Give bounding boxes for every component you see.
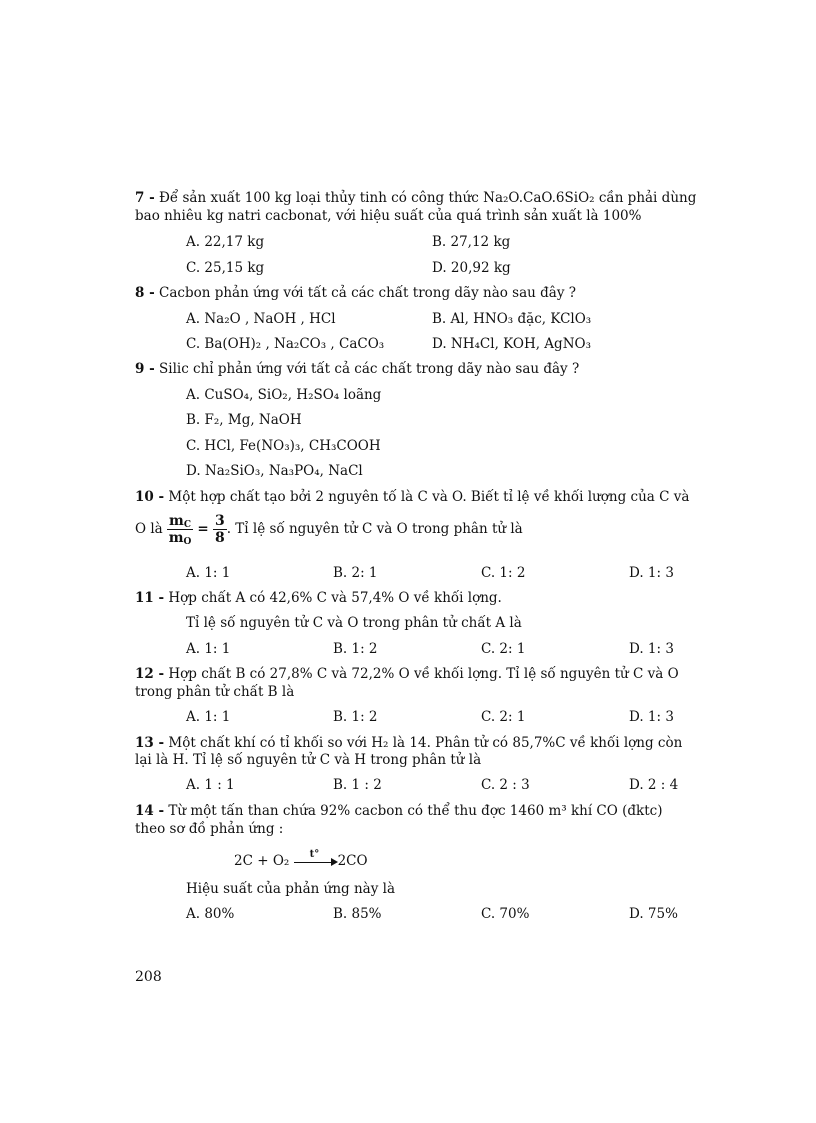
q9-number: 9 - [135, 361, 155, 377]
q12-option-b: B. 1: 2 [333, 709, 378, 725]
ratio-denominator: 8 [214, 530, 225, 546]
heat-condition: t° [309, 848, 320, 860]
q13-line1 [135, 734, 681, 752]
q13-option-c: C. 2 : 3 [481, 777, 530, 793]
q7-number: 7 - [135, 190, 155, 206]
q13-text-1: Một chất khí có tỉ khối so với H₂ là 14. Phân tử có 85,7%C về khối lợng còn [168, 735, 683, 751]
q7-line2: bao nhiêu kg natri cacbonat, với hiệu suất của quá trình sản xuất là 100% [135, 208, 642, 224]
mass-symbol-o: m [168, 530, 184, 546]
q12-number: 12 - [135, 666, 165, 682]
q10-option-d: D. 1: 3 [629, 565, 674, 581]
q8-option-d: D. NH₄Cl, KOH, AgNO₃ [432, 336, 591, 352]
q10-option-b: B. 2: 1 [333, 565, 378, 581]
q10-line1 [135, 488, 690, 506]
q14-option-c: C. 70% [481, 906, 530, 922]
q9-line1 [135, 360, 681, 378]
q10-line2 [135, 509, 523, 549]
q13-line2: lại là H. Tỉ lệ số nguyên tử C và H trong phân tử là [135, 752, 482, 768]
q14-option-a: A. 80% [186, 906, 235, 922]
q11-line1 [135, 589, 681, 607]
q10-option-a: A. 1: 1 [186, 565, 231, 581]
q9-option-a: A. CuSO₄, SiO₂, H₂SO₄ loãng [186, 387, 382, 403]
ratio-numerator: 3 [214, 513, 225, 529]
equation-reactants: 2C + O₂ [234, 853, 290, 869]
q12-option-d: D. 1: 3 [629, 709, 674, 725]
q8-number: 8 - [135, 285, 155, 301]
page-number: 208 [135, 969, 162, 985]
q14-number: 14 - [135, 803, 165, 819]
mass-symbol-c: m [169, 513, 184, 529]
q10-text-2a: O là [135, 521, 163, 537]
q11-option-d: D. 1: 3 [629, 641, 674, 657]
q11-number: 11 - [135, 590, 165, 606]
equation-product: 2CO [337, 853, 368, 869]
q14-line1 [135, 802, 681, 820]
q11-line2: Tỉ lệ số nguyên tử C và O trong phân tử chất A là [186, 615, 522, 631]
subscript-o: O [183, 537, 192, 547]
fraction-numerator [167, 513, 193, 530]
q13-option-a: A. 1 : 1 [186, 777, 235, 793]
reaction-equation [234, 848, 368, 870]
q11-option-c: C. 2: 1 [481, 641, 526, 657]
q7-option-a: A. 22,17 kg [186, 234, 265, 250]
q8-option-c: C. Ba(OH)₂ , Na₂CO₃ , CaCO₃ [186, 336, 385, 352]
q12-text-1: Hợp chất B có 27,8% C và 72,2% O về khối lợng. Tỉ lệ số nguyên tử C và O [168, 666, 679, 682]
q13-option-d: D. 2 : 4 [629, 777, 679, 793]
q11-option-b: B. 1: 2 [333, 641, 378, 657]
q9-option-b: B. F₂, Mg, NaOH [186, 412, 302, 428]
q14-line3: Hiệu suất của phản ứng này là [186, 881, 395, 897]
q8-text-1: Cacbon phản ứng với tất cả các chất trong dãy nào sau đây ? [159, 285, 576, 301]
q12-option-c: C. 2: 1 [481, 709, 526, 725]
q11-text-1: Hợp chất A có 42,6% C và 57,4% O về khối lợng. [168, 590, 502, 606]
q8-option-a: A. Na₂O , NaOH , HCl [186, 311, 336, 327]
q12-line2: trong phân tử chất B là [135, 684, 295, 700]
q14-text-1: Từ một tấn than chứa 92% cacbon có thể thu đợc 1460 m³ khí CO (đktc) [168, 803, 663, 819]
q8-line1 [135, 284, 681, 302]
q14-option-b: B. 85% [333, 906, 382, 922]
q7-option-b: B. 27,12 kg [432, 234, 511, 250]
q14-line2: theo sơ đồ phản ứng : [135, 821, 284, 837]
equals-sign: = [197, 521, 209, 537]
q7-option-c: C. 25,15 kg [186, 260, 265, 276]
q9-option-d: D. Na₂SiO₃, Na₃PO₄, NaCl [186, 463, 363, 479]
fraction-denominator [167, 530, 193, 546]
q9-text-1: Silic chỉ phản ứng với tất cả các chất trong dãy nào sau đây ? [159, 361, 580, 377]
reaction-arrow-icon [294, 848, 338, 869]
q10-option-c: C. 1: 2 [481, 565, 526, 581]
q12-option-a: A. 1: 1 [186, 709, 231, 725]
q10-text-1: Một hợp chất tạo bởi 2 nguyên tố là C và O. Biết tỉ lệ về khối lượng của C và [168, 489, 690, 505]
q13-option-b: B. 1 : 2 [333, 777, 382, 793]
subscript-c: C [183, 520, 192, 530]
q13-number: 13 - [135, 735, 165, 751]
q7-line1 [135, 189, 697, 207]
ratio-fraction [213, 513, 227, 546]
q11-option-a: A. 1: 1 [186, 641, 231, 657]
q12-line1 [135, 665, 681, 683]
q10-text-2b: . Tỉ lệ số nguyên tử C và O trong phân tử là [226, 521, 523, 537]
q7-text-1: Để sản xuất 100 kg loại thủy tinh có công thức Na₂O.CaO.6SiO₂ cần phải dùng [159, 190, 697, 206]
q9-option-c: C. HCl, Fe(NO₃)₃, CH₃COOH [186, 438, 381, 454]
q10-number: 10 - [135, 489, 165, 505]
mass-ratio-fraction [167, 513, 193, 546]
q8-option-b: B. Al, HNO₃ đặc, KClO₃ [432, 311, 592, 327]
q14-option-d: D. 75% [629, 906, 678, 922]
q7-option-d: D. 20,92 kg [432, 260, 511, 276]
